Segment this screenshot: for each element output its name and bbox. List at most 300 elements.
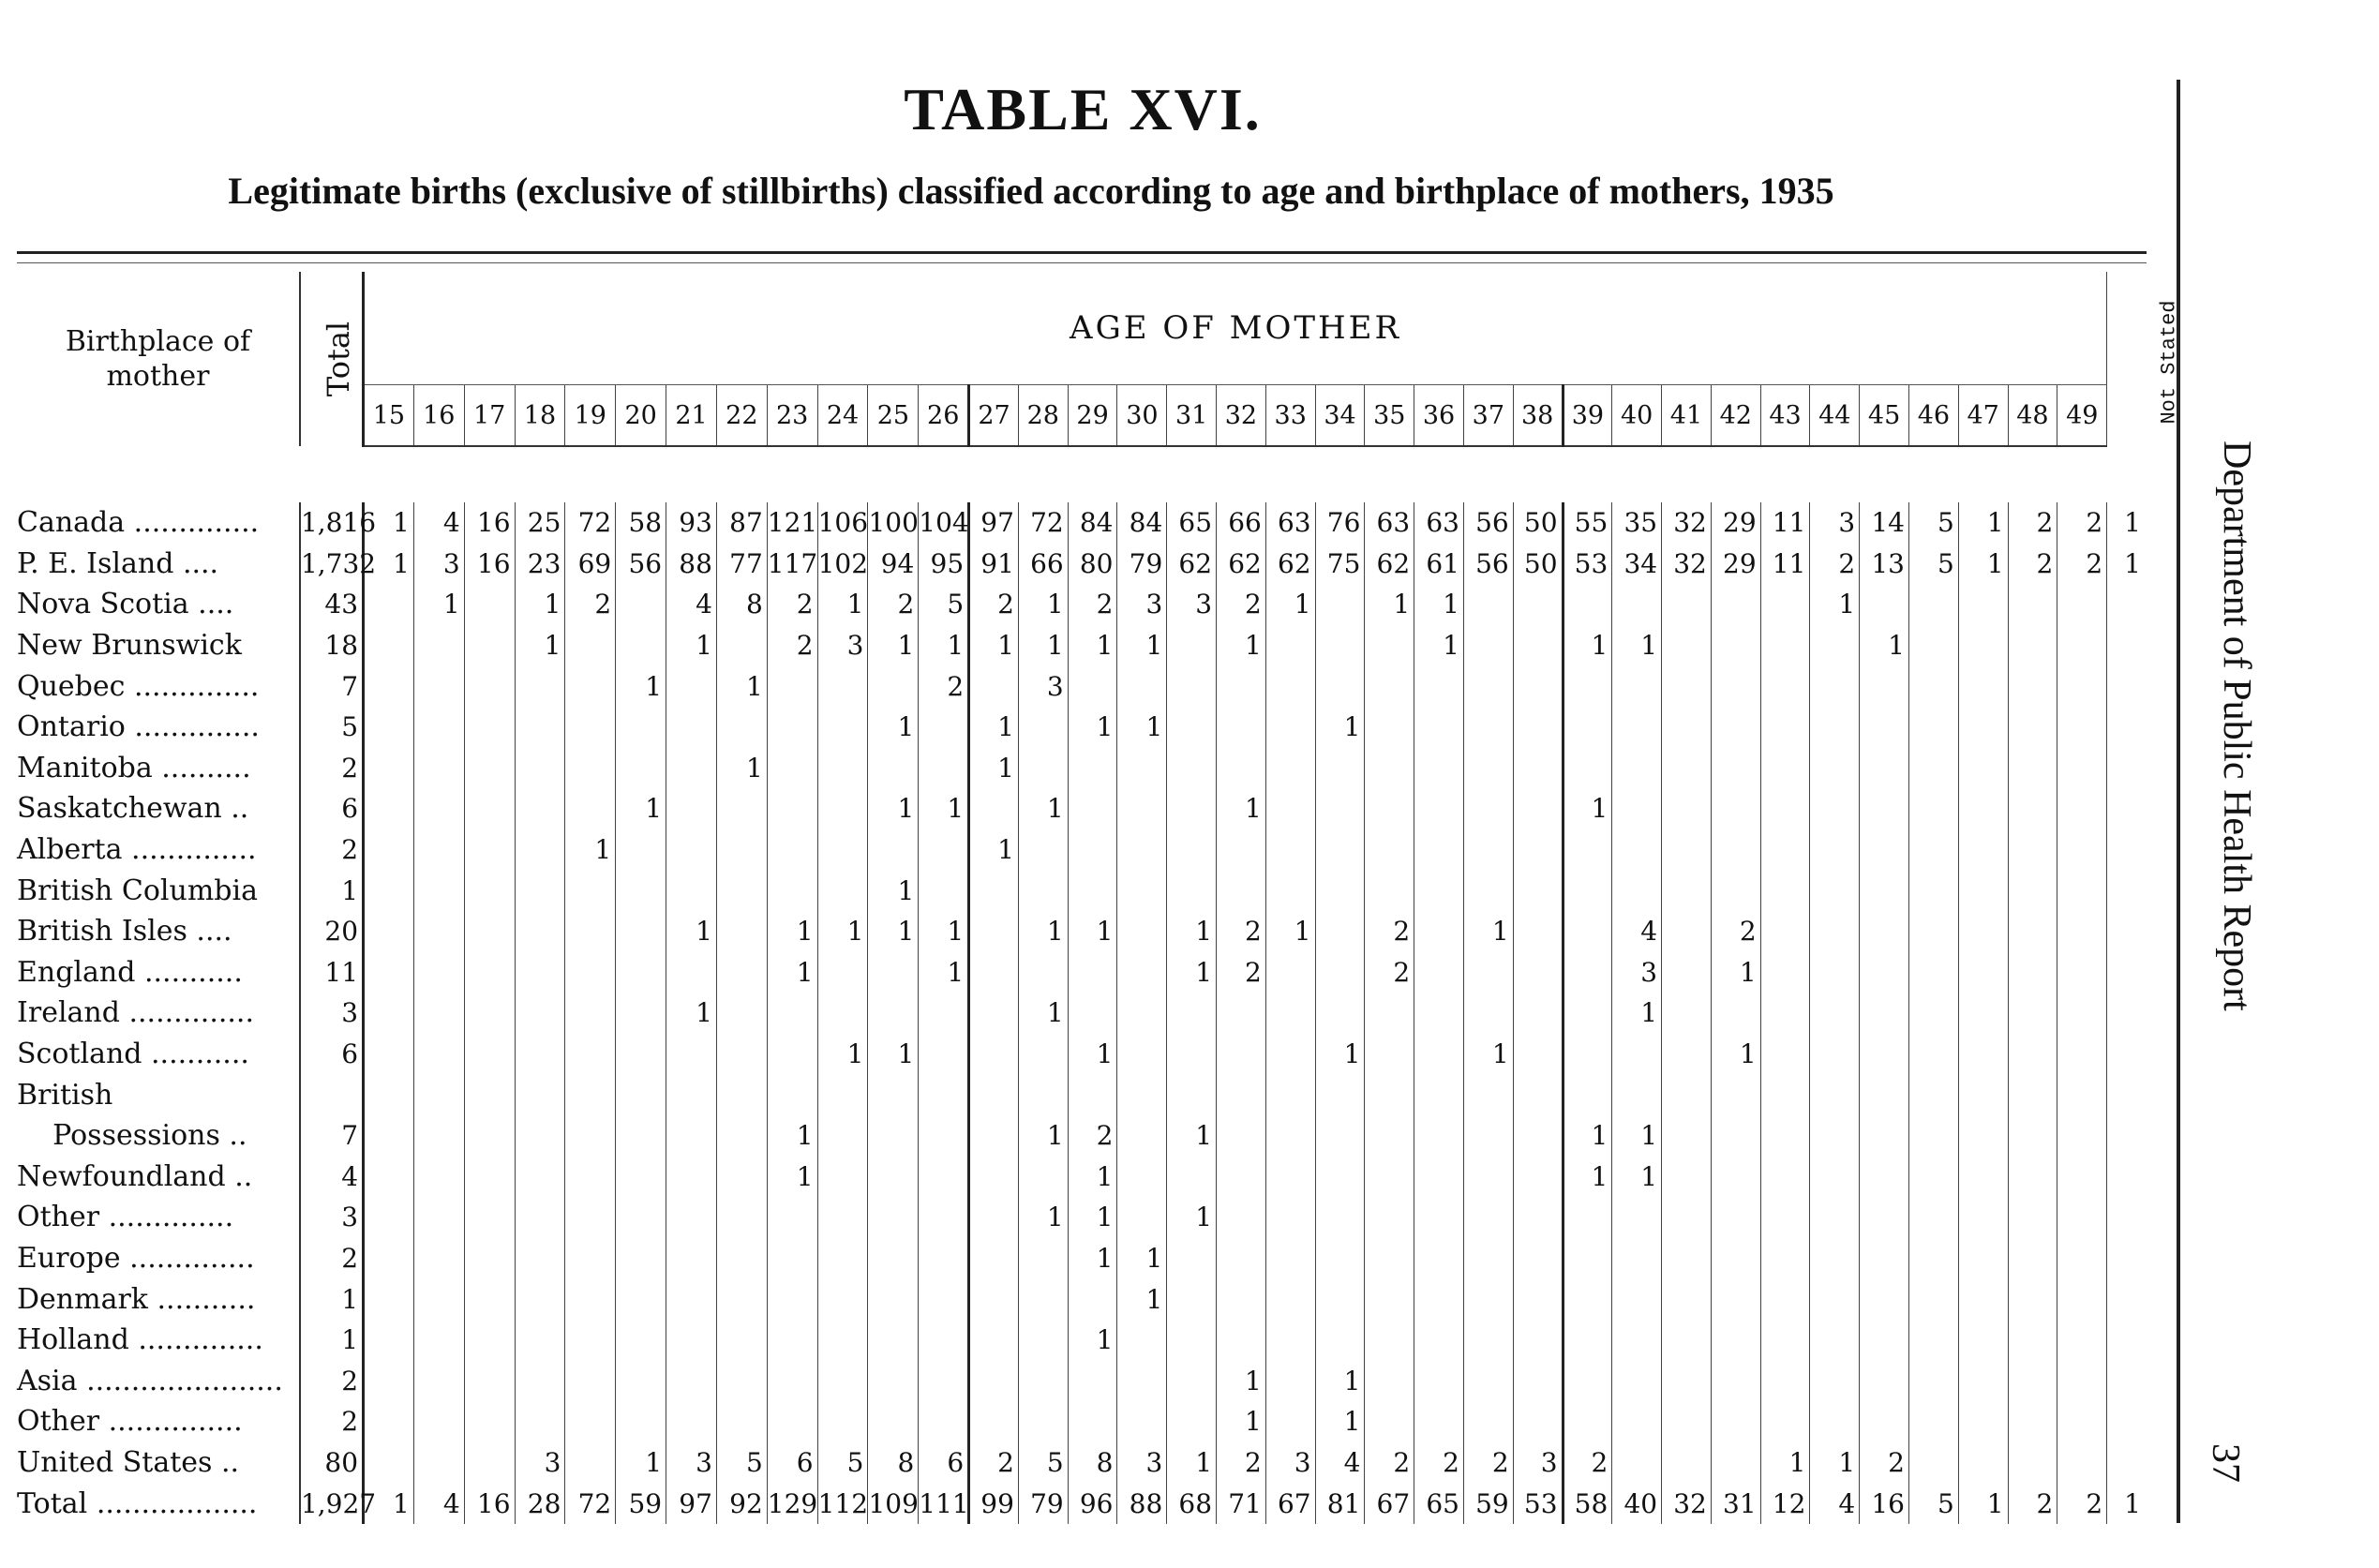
age-cell: 8 — [1068, 1442, 1117, 1484]
age-cell — [364, 1320, 414, 1361]
age-cell — [2057, 1074, 2107, 1115]
birthplace-cell: Nova Scotia .... — [17, 588, 234, 621]
age-cell — [2057, 829, 2107, 871]
age-cell: 1 — [1068, 707, 1117, 748]
age-cell: 129 — [767, 1483, 817, 1524]
top-rule — [17, 251, 2147, 254]
age-cell — [1711, 788, 1760, 829]
age-cell — [1711, 1074, 1760, 1115]
birthplace-cell: Quebec .............. — [17, 669, 260, 703]
age-cell — [969, 1320, 1019, 1361]
age-cell — [464, 1320, 515, 1361]
age-cell: 3 — [1513, 1442, 1563, 1484]
age-cell — [1365, 993, 1414, 1034]
age-cell — [1513, 665, 1563, 707]
age-cell: 1 — [969, 707, 1019, 748]
age-cell: 1 — [1068, 911, 1117, 952]
age-cell — [1463, 1157, 1513, 1198]
age-cell: 2 — [565, 584, 616, 625]
age-cell — [1662, 788, 1712, 829]
age-cell — [1167, 1238, 1217, 1279]
age-header-24: 24 — [817, 385, 868, 447]
birthplace-cell: Manitoba .......... — [17, 751, 251, 784]
age-cell: 100 — [868, 502, 919, 544]
age-cell — [1068, 993, 1117, 1034]
age-cell — [1117, 1401, 1167, 1442]
birthplace-cell: Other ............... — [17, 1405, 243, 1439]
birthplace-cell: Alberta .............. — [17, 833, 257, 867]
age-cell — [1167, 993, 1217, 1034]
age-cell — [868, 1360, 919, 1401]
age-cell — [1958, 1320, 2008, 1361]
age-cell — [868, 1401, 919, 1442]
age-cell — [1414, 829, 1464, 871]
age-cell — [2057, 584, 2107, 625]
age-cell: 68 — [1167, 1483, 1217, 1524]
age-cell — [919, 1034, 969, 1075]
age-cell: 4 — [1315, 1442, 1365, 1484]
age-cell: 6 — [919, 1442, 969, 1484]
age-cell — [1612, 1442, 1662, 1484]
not-stated-cell — [2107, 1401, 2145, 1442]
age-cell — [565, 625, 616, 666]
birthplace-cell: Scotland ........... — [17, 1038, 249, 1071]
age-cell — [413, 1034, 464, 1075]
age-cell — [1513, 870, 1563, 911]
not-stated-cell — [2107, 1157, 2145, 1198]
age-cell — [565, 870, 616, 911]
age-cell — [767, 829, 817, 871]
total-cell: 1 — [300, 1320, 364, 1361]
age-cell — [1265, 625, 1315, 666]
age-cell — [1908, 788, 1958, 829]
running-header: Department of Public Health Report — [2215, 441, 2258, 1011]
age-cell: 97 — [969, 502, 1019, 544]
table-row — [17, 707, 2145, 748]
age-cell — [1217, 1238, 1266, 1279]
age-cell: 1 — [1860, 625, 1909, 666]
age-cell — [464, 748, 515, 789]
age-cell — [1414, 1238, 1464, 1279]
age-cell — [1365, 1034, 1414, 1075]
age-cell — [616, 1115, 666, 1157]
age-cell — [1563, 707, 1612, 748]
not-stated-cell — [2107, 1115, 2145, 1157]
age-cell — [716, 1401, 767, 1442]
age-cell — [2008, 1442, 2057, 1484]
age-cell: 1 — [616, 665, 666, 707]
age-cell — [1711, 1115, 1760, 1157]
age-cell — [565, 1401, 616, 1442]
age-cell: 97 — [666, 1483, 717, 1524]
age-cell — [1662, 584, 1712, 625]
age-cell: 1 — [868, 870, 919, 911]
age-cell — [868, 665, 919, 707]
table-row — [17, 1034, 2145, 1075]
age-cell — [666, 1074, 717, 1115]
age-cell — [1018, 1360, 1068, 1401]
age-cell — [1018, 1320, 1068, 1361]
age-cell — [1908, 1238, 1958, 1279]
not-stated-cell — [2107, 1034, 2145, 1075]
age-cell — [1810, 993, 1860, 1034]
age-cell — [1860, 1320, 1909, 1361]
age-cell — [464, 707, 515, 748]
age-cell — [2057, 870, 2107, 911]
age-cell — [666, 1360, 717, 1401]
age-header-37: 37 — [1463, 385, 1513, 447]
age-cell — [2008, 1401, 2057, 1442]
age-cell: 1 — [1612, 993, 1662, 1034]
not-stated-cell — [2107, 1074, 2145, 1115]
age-cell — [868, 1238, 919, 1279]
age-cell — [515, 952, 565, 993]
not-stated-cell — [2107, 1320, 2145, 1361]
age-cell — [1315, 584, 1365, 625]
age-cell — [1760, 1197, 1810, 1238]
age-cell — [1315, 1278, 1365, 1320]
total-cell: 7 — [300, 1115, 364, 1157]
age-header-16: 16 — [413, 385, 464, 447]
not-stated-cell — [2107, 829, 2145, 871]
age-cell: 91 — [969, 544, 1019, 585]
age-cell — [969, 1197, 1019, 1238]
age-cell — [1117, 1320, 1167, 1361]
age-cell — [817, 1157, 868, 1198]
age-cell: 1 — [1612, 1115, 1662, 1157]
age-cell — [1810, 665, 1860, 707]
age-cell — [2057, 707, 2107, 748]
age-cell: 1 — [1068, 1320, 1117, 1361]
age-header-27: 27 — [969, 385, 1019, 447]
age-cell — [1958, 911, 2008, 952]
age-cell: 1 — [1315, 1360, 1365, 1401]
age-cell — [1958, 707, 2008, 748]
age-header-42: 42 — [1711, 385, 1760, 447]
age-cell — [1860, 584, 1909, 625]
age-cell: 1 — [1414, 584, 1464, 625]
age-cell — [1463, 952, 1513, 993]
age-cell — [1958, 829, 2008, 871]
age-cell — [1167, 870, 1217, 911]
age-cell: 2 — [1217, 911, 1266, 952]
not-stated-cell — [2107, 1278, 2145, 1320]
age-cell — [1018, 829, 1068, 871]
age-cell: 16 — [1860, 1483, 1909, 1524]
age-cell — [1167, 1157, 1217, 1198]
age-cell — [817, 1074, 868, 1115]
age-cell — [1414, 707, 1464, 748]
age-cell: 1 — [1018, 584, 1068, 625]
age-cell — [413, 1115, 464, 1157]
age-cell — [919, 1115, 969, 1157]
age-cell — [1860, 1157, 1909, 1198]
age-cell — [364, 788, 414, 829]
age-cell — [1018, 748, 1068, 789]
age-cell — [616, 625, 666, 666]
age-cell — [1315, 788, 1365, 829]
age-cell: 95 — [919, 544, 969, 585]
age-cell: 3 — [413, 544, 464, 585]
age-cell — [1860, 1401, 1909, 1442]
age-cell — [817, 707, 868, 748]
age-cell — [616, 707, 666, 748]
age-cell: 8 — [716, 584, 767, 625]
age-header-46: 46 — [1908, 385, 1958, 447]
age-cell — [1563, 1401, 1612, 1442]
age-cell — [1167, 829, 1217, 871]
age-cell — [464, 829, 515, 871]
age-cell — [1463, 707, 1513, 748]
age-cell — [1908, 1034, 1958, 1075]
age-cell — [716, 870, 767, 911]
age-cell — [2057, 1197, 2107, 1238]
table-row — [17, 911, 2145, 952]
total-cell: 3 — [300, 1197, 364, 1238]
not-stated-cell — [2107, 993, 2145, 1034]
age-cell — [1365, 1115, 1414, 1157]
age-cell — [1513, 1074, 1563, 1115]
age-cell — [616, 1401, 666, 1442]
age-cell — [1810, 829, 1860, 871]
age-cell — [1810, 1157, 1860, 1198]
age-cell: 2 — [1068, 584, 1117, 625]
age-cell — [1908, 584, 1958, 625]
age-cell: 106 — [817, 502, 868, 544]
age-cell — [1463, 1074, 1513, 1115]
age-cell — [767, 1360, 817, 1401]
age-header-47: 47 — [1958, 385, 2008, 447]
age-cell: 1 — [1563, 1115, 1612, 1157]
total-cell: 1 — [300, 870, 364, 911]
age-cell — [1958, 952, 2008, 993]
age-cell — [919, 1360, 969, 1401]
age-cell — [1711, 584, 1760, 625]
not-stated-label: Not Stated — [2157, 299, 2181, 425]
age-cell — [2008, 788, 2057, 829]
age-cell — [1908, 1197, 1958, 1238]
age-cell — [1414, 1197, 1464, 1238]
age-cell — [1117, 1074, 1167, 1115]
age-cell — [716, 1197, 767, 1238]
birthplace-cell: England ........... — [17, 955, 243, 989]
age-header-41: 41 — [1662, 385, 1712, 447]
age-header-25: 25 — [868, 385, 919, 447]
age-cell: 71 — [1217, 1483, 1266, 1524]
age-cell: 80 — [1068, 544, 1117, 585]
age-cell — [1860, 1278, 1909, 1320]
age-cell — [1563, 993, 1612, 1034]
age-cell — [919, 1401, 969, 1442]
age-cell — [1711, 1442, 1760, 1484]
age-cell: 121 — [767, 502, 817, 544]
birthplace-cell: Holland .............. — [17, 1323, 263, 1357]
age-cell: 2 — [1068, 1115, 1117, 1157]
total-cell: 4 — [300, 1157, 364, 1198]
age-cell — [716, 788, 767, 829]
age-cell — [1662, 707, 1712, 748]
age-cell: 2 — [1365, 1442, 1414, 1484]
age-cell: 1 — [565, 829, 616, 871]
not-stated-header — [2107, 272, 2181, 446]
age-cell — [817, 993, 868, 1034]
age-cell — [1958, 1034, 2008, 1075]
age-cell: 2 — [919, 665, 969, 707]
age-cell — [364, 1360, 414, 1401]
age-cell: 1 — [515, 625, 565, 666]
age-cell — [515, 788, 565, 829]
age-cell — [1463, 788, 1513, 829]
age-cell — [2057, 952, 2107, 993]
age-cell — [1513, 993, 1563, 1034]
age-cell: 1 — [868, 1034, 919, 1075]
age-cell — [2008, 1278, 2057, 1320]
age-cell — [616, 870, 666, 911]
age-cell — [666, 870, 717, 911]
age-cell — [1265, 788, 1315, 829]
age-cell — [919, 1238, 969, 1279]
age-cell: 69 — [565, 544, 616, 585]
age-cell — [1662, 1320, 1712, 1361]
age-cell: 2 — [2057, 502, 2107, 544]
age-cell — [969, 788, 1019, 829]
age-cell: 1 — [515, 584, 565, 625]
age-cell — [616, 993, 666, 1034]
age-cell: 4 — [666, 584, 717, 625]
age-cell: 61 — [1414, 544, 1464, 585]
age-cell: 1 — [1018, 911, 1068, 952]
not-stated-cell — [2107, 1442, 2145, 1484]
age-cell — [616, 1238, 666, 1279]
table-row — [17, 1278, 2145, 1320]
age-cell — [1167, 707, 1217, 748]
age-cell — [817, 1360, 868, 1401]
age-cell — [1563, 665, 1612, 707]
age-cell: 3 — [1612, 952, 1662, 993]
age-cell — [1760, 1157, 1810, 1198]
age-cell: 62 — [1167, 544, 1217, 585]
total-cell: 1 — [300, 1278, 364, 1320]
age-cell — [1117, 748, 1167, 789]
age-cell — [515, 1238, 565, 1279]
age-cell — [616, 1197, 666, 1238]
age-cell — [1315, 1115, 1365, 1157]
table-row — [17, 748, 2145, 789]
age-cell — [969, 1115, 1019, 1157]
age-cell — [1414, 1074, 1464, 1115]
table-row — [17, 952, 2145, 993]
age-cell — [1167, 748, 1217, 789]
age-cell — [1908, 911, 1958, 952]
age-cell: 79 — [1018, 1483, 1068, 1524]
age-cell: 1 — [1760, 1442, 1810, 1484]
age-cell — [616, 1320, 666, 1361]
age-cell — [1810, 1401, 1860, 1442]
age-cell: 2 — [2008, 502, 2057, 544]
age-cell — [767, 707, 817, 748]
birthplace-cell: New Brunswick — [17, 629, 242, 663]
age-cell: 2 — [1414, 1442, 1464, 1484]
age-cell: 1 — [1563, 1157, 1612, 1198]
age-cell — [767, 1320, 817, 1361]
age-cell: 1 — [1315, 1034, 1365, 1075]
age-cell — [969, 665, 1019, 707]
birthplace-cell: United States .. — [17, 1445, 240, 1479]
age-cell — [919, 748, 969, 789]
age-cell — [1513, 1278, 1563, 1320]
age-cell — [1958, 1278, 2008, 1320]
age-cell — [515, 1360, 565, 1401]
age-cell — [666, 829, 717, 871]
age-cell: 93 — [666, 502, 717, 544]
age-cell — [1810, 625, 1860, 666]
age-header-23: 23 — [767, 385, 817, 447]
age-cell — [565, 1320, 616, 1361]
age-cell — [1860, 707, 1909, 748]
age-cell — [666, 1115, 717, 1157]
age-cell — [1760, 1115, 1810, 1157]
age-cell — [464, 625, 515, 666]
age-cell — [1365, 788, 1414, 829]
age-cell: 117 — [767, 544, 817, 585]
age-cell — [767, 1034, 817, 1075]
age-cell — [1760, 584, 1810, 625]
age-cell — [1167, 665, 1217, 707]
total-cell: 11 — [300, 952, 364, 993]
age-cell: 4 — [1612, 911, 1662, 952]
age-cell — [1414, 1157, 1464, 1198]
birthplace-cell: Ontario .............. — [17, 710, 260, 744]
table-row — [17, 584, 2145, 625]
table-row — [17, 788, 2145, 829]
age-cell: 58 — [616, 502, 666, 544]
age-cell — [1563, 1074, 1612, 1115]
age-cell — [1068, 1278, 1117, 1320]
age-cell: 88 — [1117, 1483, 1167, 1524]
age-cell — [1117, 911, 1167, 952]
age-cell — [1612, 1034, 1662, 1075]
age-cell — [1860, 665, 1909, 707]
age-cell — [1711, 707, 1760, 748]
age-cell — [1315, 625, 1365, 666]
age-cell — [1365, 707, 1414, 748]
age-cell — [1662, 625, 1712, 666]
age-cell — [515, 1034, 565, 1075]
age-cell — [1217, 1320, 1266, 1361]
age-cell — [1167, 625, 1217, 666]
age-cell — [1365, 1360, 1414, 1401]
age-cell — [413, 952, 464, 993]
age-cell — [1018, 1278, 1068, 1320]
age-cell: 25 — [515, 502, 565, 544]
age-cell: 88 — [666, 544, 717, 585]
age-cell — [1365, 748, 1414, 789]
age-cell: 1 — [1315, 1401, 1365, 1442]
age-cell — [1908, 1360, 1958, 1401]
birthplace-cell: Possessions .. — [17, 1119, 247, 1153]
total-header-label: Total — [321, 321, 357, 397]
age-cell — [1563, 952, 1612, 993]
table-row — [17, 625, 2145, 666]
age-cell — [817, 1115, 868, 1157]
age-cell — [464, 1034, 515, 1075]
age-cell — [1908, 1074, 1958, 1115]
age-header-21: 21 — [666, 385, 717, 447]
table-row — [17, 544, 2145, 585]
age-cell — [1018, 1034, 1068, 1075]
age-cell — [1217, 1278, 1266, 1320]
age-cell — [716, 993, 767, 1034]
